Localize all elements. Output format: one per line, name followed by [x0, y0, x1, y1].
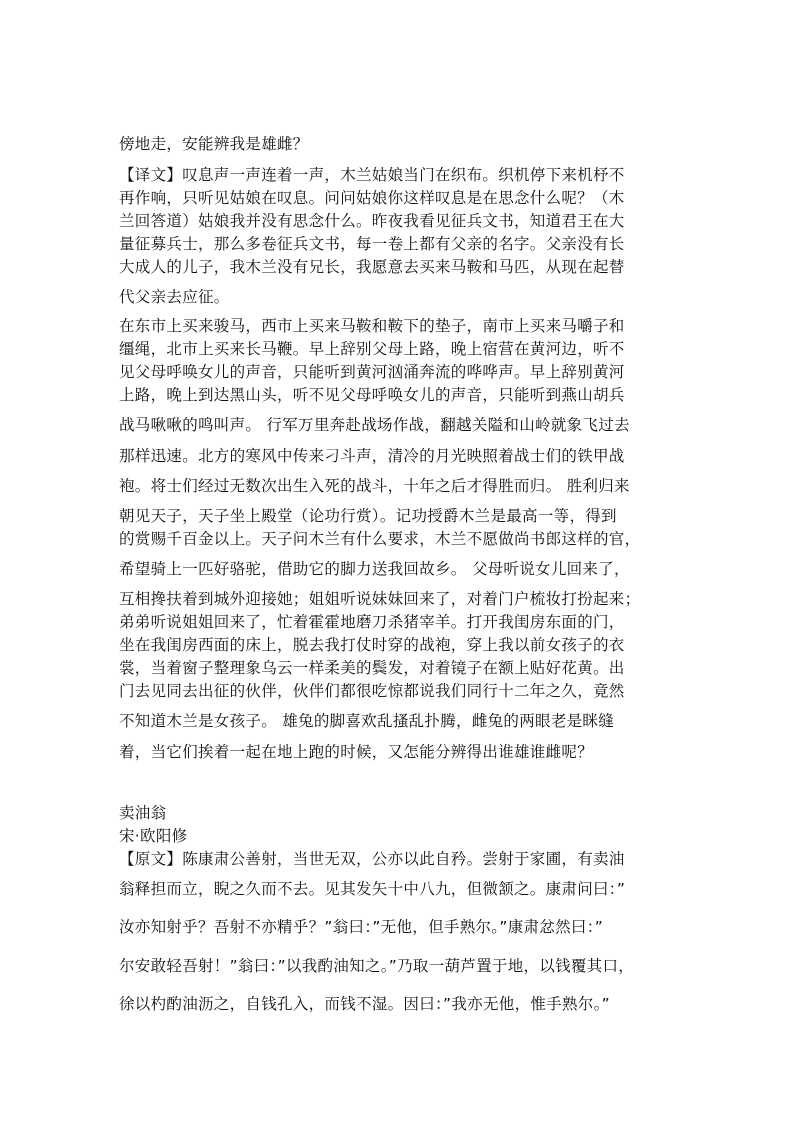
text-line: 战马啾啾的鸣叫声。 行军万里奔赴战场作战，翻越关隘和山岭就象飞过去 — [119, 416, 630, 434]
text-line: 在东市上买来骏马，西市上买来马鞍和鞍下的垫子，南市上买来马嚼子和 — [119, 317, 625, 335]
text-line: 坐在我闺房西面的床上，脱去我打仗时穿的战袍，穿上我以前女孩子的衣 — [119, 636, 625, 654]
text-line: 门去见同去出征的伙伴，伙伴们都很吃惊都说我们同行十二年之久，竟然 — [119, 682, 625, 700]
text-line: 尔安敢轻吾射！”翁曰：”以我酌油知之。”乃取一葫芦置于地，以钱覆其口， — [119, 957, 635, 975]
text-line: 着，当它们挨着一起在地上跑的时候，又怎能分辨得出谁雄谁雌呢？ — [119, 743, 594, 761]
text-line: 代父亲去应征。 — [119, 288, 230, 306]
text-line: 傍地走，安能辨我是雄雌？ — [119, 135, 309, 153]
text-line: 的赏赐千百金以上。天子问木兰有什么要求，木兰不愿做尚书郎这样的官， — [119, 530, 641, 548]
text-line: 朝见天子，天子坐上殿堂（论功行赏）。记功授爵木兰是最高一等，得到 — [119, 507, 617, 525]
text-line: 量征募兵士，那么多卷征兵文书，每一卷上都有父亲的名字。父亲没有长 — [119, 235, 625, 253]
text-line: 见父母呼唤女儿的声音，只能听到黄河汹涌奔流的哗哗声。早上辞别黄河 — [119, 363, 625, 381]
text-line: 兰回答道）姑娘我并没有思念什么。昨夜我看见征兵文书，知道君王在大 — [119, 212, 625, 230]
text-line: 希望骑上一匹好骆驼，借助它的脚力送我回故乡。 父母听说女儿回来了， — [119, 560, 630, 578]
text-line: 缰绳，北市上买来长马鞭。早上辞别父母上路，晚上宿营在黄河边，听不 — [119, 340, 625, 358]
text-line: 互相搀扶着到城外迎接她；姐姐听说妹妹回来了，对着门户梳妆打扮起来； — [119, 590, 641, 608]
text-line: 不知道木兰是女孩子。 雄兔的脚喜欢乱搔乱扑腾，雌兔的两眼老是眯缝 — [119, 712, 615, 730]
text-line: 袍。将士们经过无数次出生入死的战斗，十年之后才得胜而归。 胜利归来 — [119, 477, 630, 495]
text-line: 【译文】叹息声一声连着一声，木兰姑娘当门在织布。织机停下来机杼不 — [119, 166, 625, 184]
text-line: 翁释担而立，睨之久而不去。见其发矢十中八九，但微颔之。康肃问曰：” — [119, 880, 626, 898]
text-line: 那样迅速。北方的寒风中传来刁斗声，清冷的月光映照着战士们的铁甲战 — [119, 447, 625, 465]
author-line: 宋·欧阳修 — [119, 827, 188, 845]
text-line: 再作响，只听见姑娘在叹息。问问姑娘你这样叹息是在思念什么呢？（木 — [119, 189, 625, 207]
text-line: 上路，晚上到达黑山头，听不见父母呼唤女儿的声音，只能听到燕山胡兵 — [119, 386, 625, 404]
text-line: 大成人的儿子，我木兰没有兄长，我愿意去买来马鞍和马匹，从现在起替 — [119, 258, 625, 276]
text-line: 裳，当着窗子整理象乌云一样柔美的鬓发，对着镜子在额上贴好花黄。出 — [119, 659, 625, 677]
text-line: 徐以杓酌油沥之，自钱孔入，而钱不湿。因曰：”我亦无他，惟手熟尔。” — [119, 995, 610, 1013]
text-line: 汝亦知射乎？吾射不亦精乎？”翁曰：”无他，但手熟尔。”康肃忿然曰：” — [119, 918, 604, 936]
section-title: 卖油翁 — [119, 804, 167, 822]
text-line: 弟弟听说姐姐回来了，忙着霍霍地磨刀杀猪宰羊。打开我闺房东面的门， — [119, 613, 625, 631]
text-line: 【原文】陈康肃公善射，当世无双，公亦以此自矜。尝射于家圃，有卖油 — [119, 850, 625, 868]
